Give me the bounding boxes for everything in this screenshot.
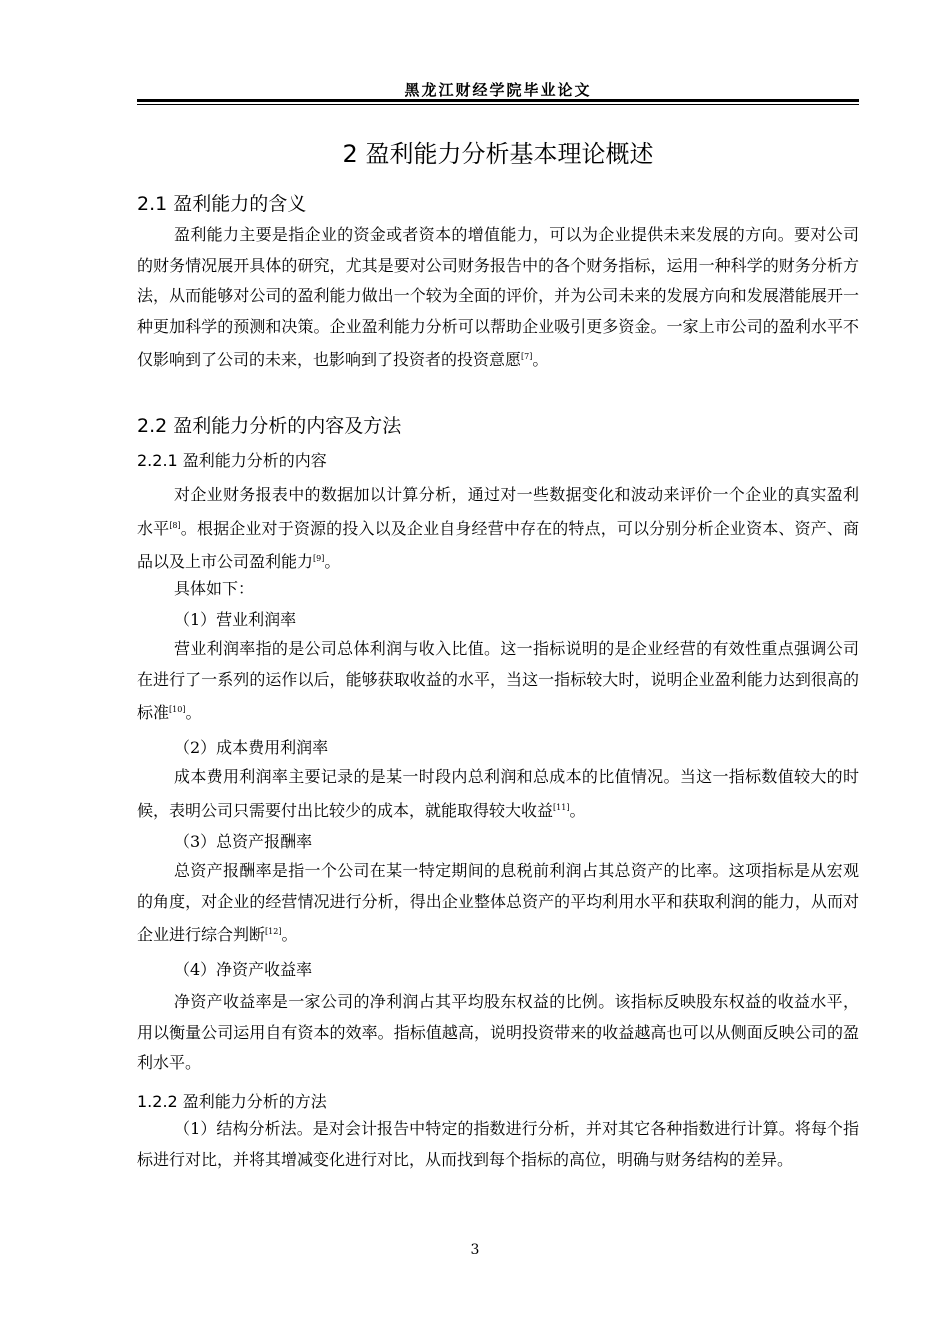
header-school-title: 黑龙江财经学院毕业论文 bbox=[404, 81, 592, 99]
citation-12: [12] bbox=[265, 927, 282, 936]
citation-11: [11] bbox=[553, 802, 570, 812]
section-2-2-1-paragraph bbox=[137, 480, 859, 578]
item-2-text: 成本费用利润率主要记录的是某一时段内总利润和总成本的比值情况。当这一指标数值较大的时候，表明公司只需要付出比较少的成本，就能取得较大收益 bbox=[137, 767, 859, 820]
citation-7: [7] bbox=[521, 352, 533, 361]
citation-8: [8] bbox=[169, 520, 181, 530]
item-1-paragraph bbox=[137, 634, 859, 729]
header-rule-thin bbox=[137, 104, 859, 105]
section-2-2-1-heading: 2.2.1 盈利能力分析的内容 bbox=[137, 451, 327, 470]
item-2-end: 。 bbox=[569, 800, 586, 820]
section-2-2-1-text-a: 对企业财务报表中的数据加以计算分析，通过对一些数据变化和波动来评价一个企业的真实盈利水平 bbox=[137, 485, 859, 538]
item-3-end: 。 bbox=[281, 925, 298, 944]
item-3-label: （3）总资产报酬率 bbox=[174, 832, 313, 851]
section-2-1-heading: 2.1 盈利能力的含义 bbox=[137, 193, 307, 215]
item-1-end: 。 bbox=[185, 703, 202, 722]
section-1-2-2-heading: 1.2.2 盈利能力分析的方法 bbox=[137, 1092, 327, 1111]
citation-9: [9] bbox=[313, 554, 325, 563]
item-3-paragraph bbox=[137, 856, 859, 951]
citation-10: [10] bbox=[169, 705, 186, 714]
section-2-1-text: 盈利能力主要是指企业的资金或者资本的增值能力，可以为企业提供未来发展的方向。要对公司的财务情况展开具体的研究，尤其是要对公司财务报告中的各个财务指标，运用一种科学的财务分析方法，从而能够对公司的盈利能力做出一个较为全面的评价，并为公司未来的发展方向和发展潜能展开一种更加科学的预测和决策。企业盈利能力分析可以帮助企业吸引更多资金。一家上市公司的盈利水平不仅影响到了公司的未来，也影响到了投资者的投资意愿 bbox=[137, 225, 859, 369]
item-1-label: （1）营业利润率 bbox=[174, 610, 297, 629]
page-number: 3 bbox=[470, 1242, 480, 1258]
item-1-text: 营业利润率指的是公司总体利润与收入比值。这一指标说明的是企业经营的有效性重点强调公司在进行了一系列的运作以后，能够获取收益的水平，当这一指标较大时，说明企业盈利能力达到很高的标准 bbox=[137, 639, 859, 722]
list-intro: 具体如下： bbox=[174, 579, 255, 598]
item-2-paragraph bbox=[137, 762, 859, 826]
section-2-2-1-end: 。 bbox=[324, 552, 341, 571]
header-rule-thick bbox=[137, 99, 859, 102]
section-2-1-paragraph bbox=[137, 220, 859, 376]
section-1-2-2-paragraph: （1）结构分析法。是对会计报告中特定的指数进行分析，并对其它各种指数进行计算。将每个指标进行对比，并将其增减变化进行对比，从而找到每个指标的高位，明确与财务结构的差异。 bbox=[137, 1119, 859, 1169]
item-3-text: 总资产报酬率是指一个公司在某一特定期间的息税前利润占其总资产的比率。这项指标是从宏观的角度，对企业的经营情况进行分析，得出企业整体总资产的平均利用水平和获取利润的能力，从而对企业进行综合判断 bbox=[137, 861, 859, 944]
section-2-1-end: 。 bbox=[532, 350, 549, 369]
section-2-2-heading: 2.2 盈利能力分析的内容及方法 bbox=[137, 415, 402, 437]
item-2-label: （2）成本费用利润率 bbox=[174, 738, 329, 757]
item-4-label: （4）净资产收益率 bbox=[174, 960, 313, 979]
section-2-2-1-text-b: 。根据企业对于资源的投入以及企业自身经营中存在的特点，可以分别分析企业资本、资产、商品以及上市公司盈利能力 bbox=[137, 518, 859, 571]
chapter-title: 2 盈利能力分析基本理论概述 bbox=[342, 140, 654, 168]
item-4-paragraph: 净资产收益率是一家公司的净利润占其平均股东权益的比例。该指标反映股东权益的收益水平，用以衡量公司运用自有资本的效率。指标值越高，说明投资带来的收益越高也可以从侧面反映公司的盈利水平。 bbox=[137, 992, 859, 1072]
